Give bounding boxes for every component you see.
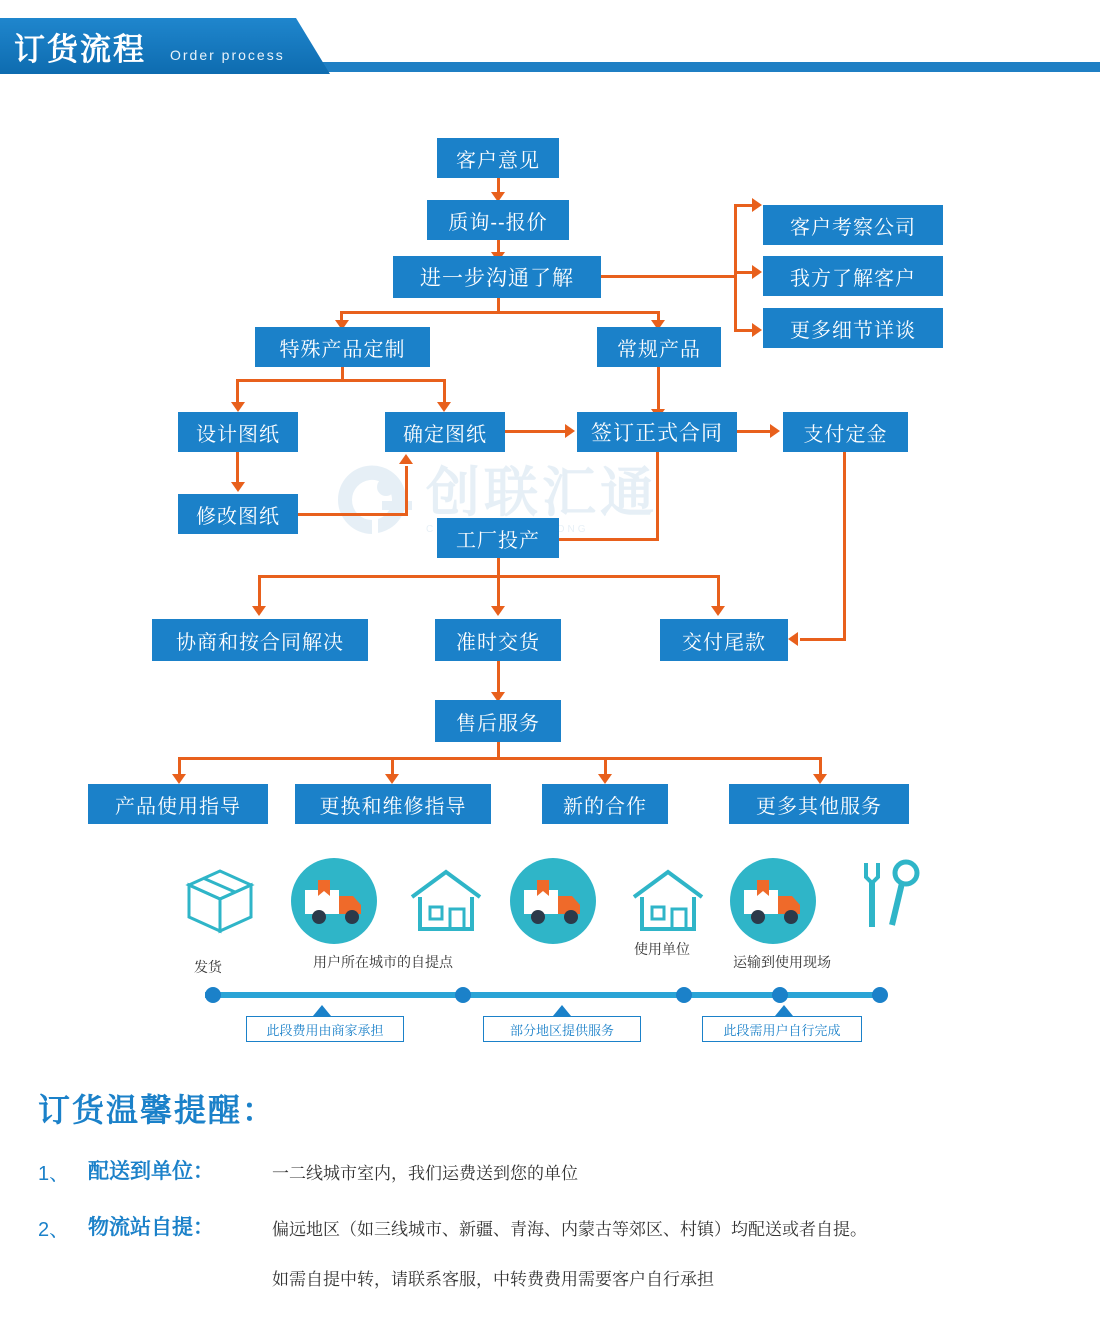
connector — [800, 638, 846, 641]
connector — [601, 275, 737, 278]
connector — [656, 452, 659, 540]
tag-merchant-cost: 此段费用由商家承担 — [246, 1016, 404, 1042]
connector — [236, 379, 446, 382]
truck-icon-2 — [510, 858, 596, 944]
arrow-icon — [565, 424, 575, 438]
tag-user-self: 此段需用户自行完成 — [702, 1016, 862, 1042]
connector — [298, 513, 408, 516]
timeline-dot — [676, 987, 692, 1003]
flow-node-on-time-delivery: 准时交货 — [435, 619, 561, 661]
flow-node-negotiate-contract: 协商和按合同解决 — [152, 619, 368, 661]
connector — [236, 379, 239, 404]
flow-node-sign-contract: 签订正式合同 — [577, 412, 737, 452]
connector — [843, 452, 846, 640]
note-2-value: 偏远地区（如三线城市、新疆、青海、内蒙古等郊区、村镇）均配送或者自提。 — [272, 1220, 867, 1239]
tag-pointer-icon — [313, 1005, 331, 1016]
flow-node-further-communication: 进一步沟通了解 — [393, 256, 601, 298]
arrow-icon — [813, 774, 827, 784]
flow-node-standard-product: 常规产品 — [597, 327, 721, 367]
flow-node-repair-guide: 更换和维修指导 — [295, 784, 491, 824]
flow-node-factory-production: 工厂投产 — [437, 518, 559, 558]
notes-title: 订货温馨提醒： — [38, 1092, 277, 1128]
connector — [258, 575, 720, 578]
flow-node-new-cooperation: 新的合作 — [542, 784, 668, 824]
watermark-text: 创联汇通 — [426, 462, 658, 523]
connector — [717, 575, 720, 609]
arrow-icon — [711, 606, 725, 616]
connector — [236, 452, 239, 484]
flow-node-other-services: 更多其他服务 — [729, 784, 909, 824]
caption-transport-site: 运输到使用现场 — [733, 954, 831, 970]
caption-ship: 发货 — [194, 959, 222, 975]
note-1-number: 1、 — [38, 1163, 70, 1185]
timeline-dot — [455, 987, 471, 1003]
flow-node-pay-balance: 交付尾款 — [660, 619, 788, 661]
note-1-key: 配送到单位： — [88, 1160, 214, 1183]
flow-node-modify-drawing: 修改图纸 — [178, 494, 298, 534]
connector — [505, 430, 567, 433]
flow-node-usage-guide: 产品使用指导 — [88, 784, 268, 824]
arrow-icon — [172, 774, 186, 784]
caption-pickup-point: 用户所在城市的自提点 — [313, 954, 453, 970]
tag-partial-area: 部分地区提供服务 — [483, 1016, 641, 1042]
connector — [258, 575, 261, 609]
arrow-icon — [598, 774, 612, 784]
timeline-dot — [205, 987, 221, 1003]
connector — [734, 204, 737, 332]
flow-node-customer-visit: 客户考察公司 — [763, 205, 943, 245]
connector — [553, 538, 659, 541]
truck-icon-1 — [291, 858, 377, 944]
tools-icon — [852, 859, 926, 933]
arrow-icon — [491, 606, 505, 616]
flow-node-design-drawing: 设计图纸 — [178, 412, 298, 452]
timeline-dot — [872, 987, 888, 1003]
note-2-number: 2、 — [38, 1219, 70, 1241]
brand-logo-icon — [330, 461, 416, 539]
arrow-icon — [385, 774, 399, 784]
arrow-icon — [399, 454, 413, 464]
flow-node-after-sales: 售后服务 — [435, 700, 561, 742]
arrow-icon — [770, 424, 780, 438]
arrow-icon — [752, 323, 762, 337]
page-subtitle: Order process — [170, 47, 285, 63]
arrow-icon — [252, 606, 266, 616]
connector — [497, 575, 500, 609]
package-box-icon — [183, 865, 257, 935]
flow-node-confirm-drawing: 确定图纸 — [385, 412, 505, 452]
connector — [178, 757, 822, 760]
connector — [443, 379, 446, 404]
connector — [737, 430, 773, 433]
flow-node-pay-deposit: 支付定金 — [783, 412, 908, 452]
caption-use-unit: 使用单位 — [634, 941, 690, 957]
note-2-subvalue: 如需自提中转，请联系客服，中转费费用需要客户自行承担 — [272, 1270, 714, 1289]
timeline-dot — [772, 987, 788, 1003]
arrow-icon — [437, 402, 451, 412]
flow-node-customer-opinion: 客户意见 — [437, 138, 559, 178]
arrow-icon — [231, 402, 245, 412]
page-header — [0, 0, 1100, 86]
truck-icon-3 — [730, 858, 816, 944]
page-title: 订货流程 — [14, 32, 146, 67]
connector — [734, 204, 754, 207]
flow-node-inquiry-quote: 质询--报价 — [427, 200, 569, 240]
house-icon-2 — [630, 867, 706, 933]
tag-pointer-icon — [775, 1005, 793, 1016]
flow-node-we-know-customer: 我方了解客户 — [763, 256, 943, 296]
arrow-icon — [231, 482, 245, 492]
connector — [497, 661, 500, 694]
arrow-icon — [752, 265, 762, 279]
arrow-icon — [752, 198, 762, 212]
connector — [734, 329, 754, 332]
connector — [657, 367, 660, 412]
connector — [340, 311, 660, 314]
note-1-value: 一二线城市室内，我们运费送到您的单位 — [272, 1164, 578, 1183]
note-2-key: 物流站自提： — [88, 1216, 214, 1239]
flow-node-more-details: 更多细节详谈 — [763, 308, 943, 348]
connector — [734, 271, 754, 274]
connector — [405, 466, 408, 516]
house-icon-1 — [408, 867, 484, 933]
flow-node-custom-product: 特殊产品定制 — [255, 327, 430, 367]
arrow-icon — [788, 632, 798, 646]
tag-pointer-icon — [553, 1005, 571, 1016]
